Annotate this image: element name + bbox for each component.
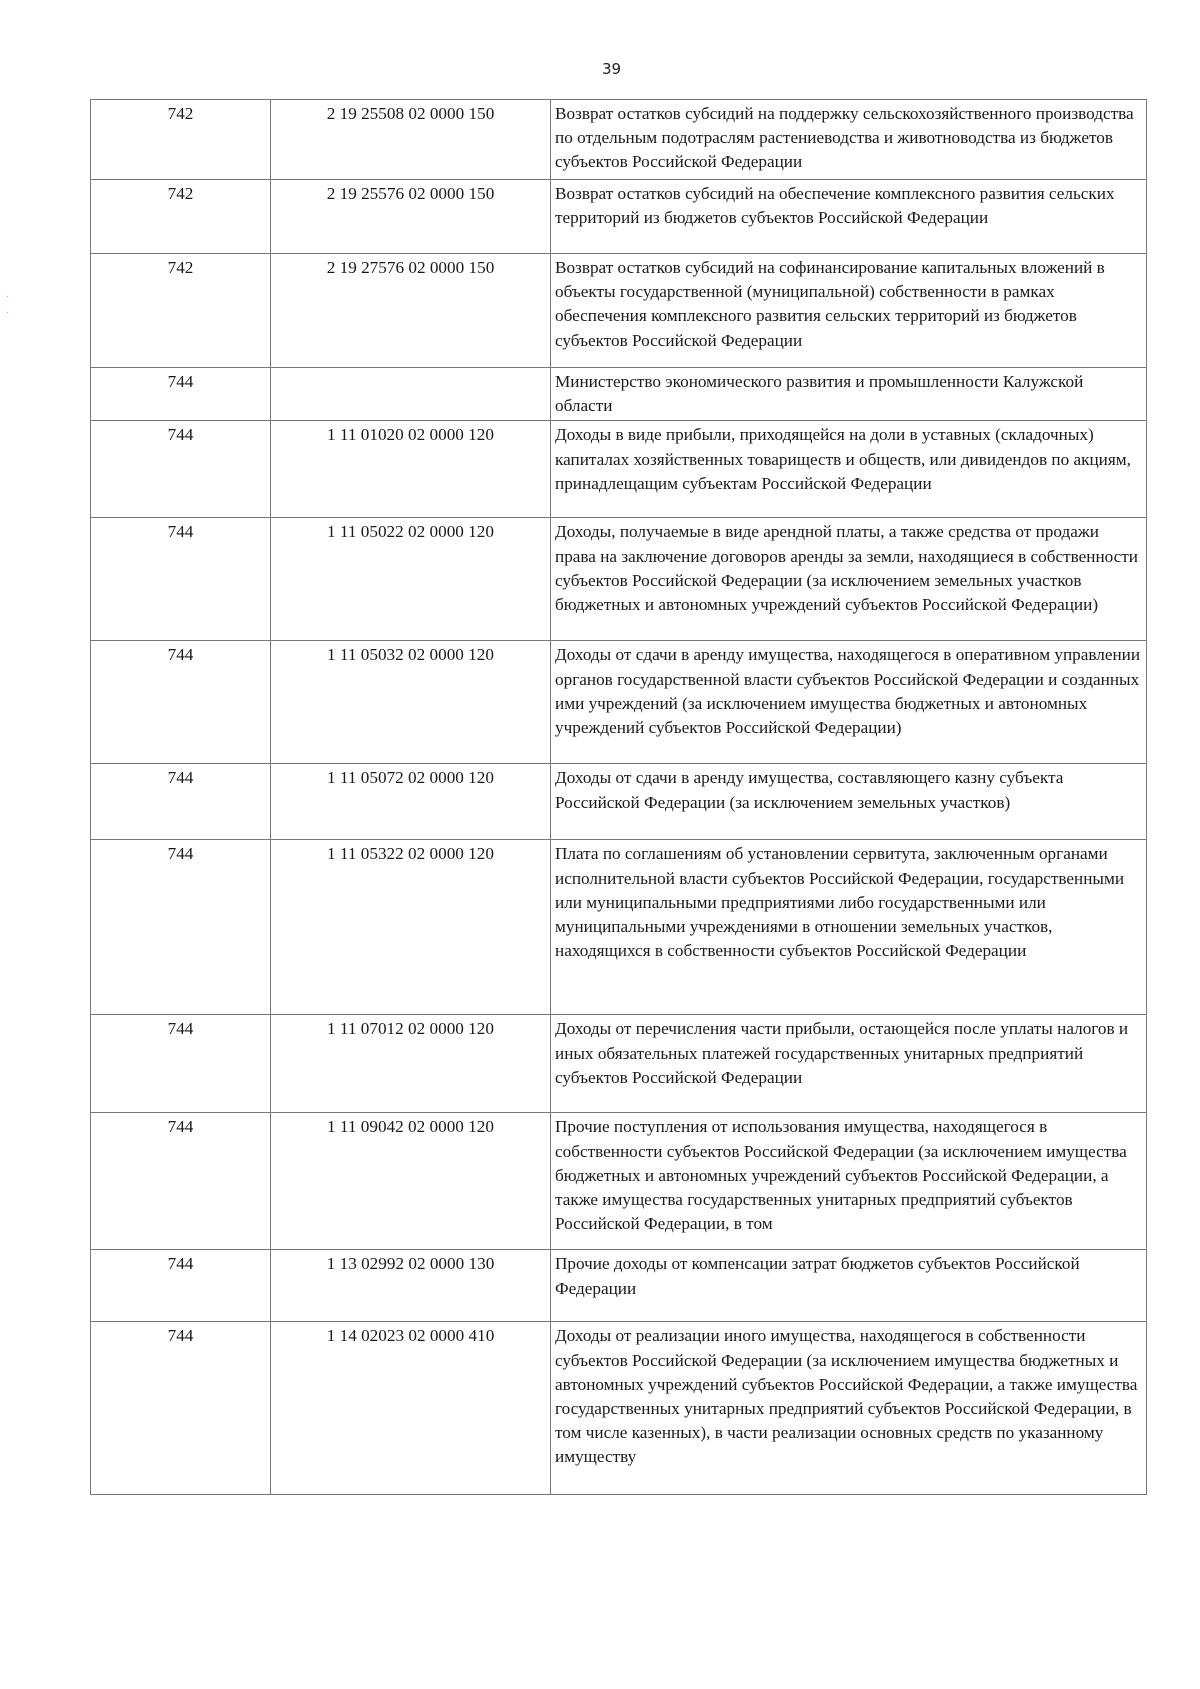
admin-code-cell: 744 (91, 1250, 271, 1322)
income-code-cell: 2 19 25576 02 0000 150 (271, 180, 551, 254)
scan-mark: · (6, 292, 10, 303)
table-row (91, 764, 1147, 840)
income-code-cell: 2 19 27576 02 0000 150 (271, 254, 551, 368)
income-code-cell (271, 368, 551, 421)
description-cell: Доходы от перечисления части прибыли, остающейся после уплаты налогов и иных обязательных платежей государственных унитарных предприятий субъектов Российской Федерации (551, 1015, 1147, 1113)
income-codes-table (90, 99, 1147, 1495)
table-row (91, 1250, 1147, 1322)
table-row (91, 641, 1147, 764)
description-cell: Доходы, получаемые в виде арендной платы, а также средства от продажи права на заключение договоров аренды за земли, находящиеся в собственности субъектов Российской Федерации (за исключением земельных участков бюджетных и автономных учреждений субъектов Российской Федерации) (551, 518, 1147, 641)
description-cell: Прочие поступления от использования имущества, находящегося в собственности субъектов Российской Федерации (за исключением имущества бюджетных и автономных учреждений субъектов Российской Федерации, а также имущества государственных унитарных предприятий субъектов Российской Федерации, в том (551, 1113, 1147, 1250)
table-row (91, 254, 1147, 368)
table-row (91, 1322, 1147, 1495)
admin-code-cell: 744 (91, 840, 271, 1015)
income-code-cell: 1 11 05032 02 0000 120 (271, 641, 551, 764)
description-cell: Возврат остатков субсидий на обеспечение комплексного развития сельских территорий из бюджетов субъектов Российской Федерации (551, 180, 1147, 254)
income-code-cell: 1 11 09042 02 0000 120 (271, 1113, 551, 1250)
income-code-cell: 1 11 05322 02 0000 120 (271, 840, 551, 1015)
description-cell: Доходы от сдачи в аренду имущества, находящегося в оперативном управлении органов государственной власти субъектов Российской Федерации и созданных ими учреждений (за исключением имущества бюджетных и автономных учреждений субъектов Российской Федерации) (551, 641, 1147, 764)
income-code-cell: 2 19 25508 02 0000 150 (271, 100, 551, 180)
scan-margin-marks (6, 290, 9, 322)
admin-code-cell: 744 (91, 421, 271, 518)
income-code-cell: 1 13 02992 02 0000 130 (271, 1250, 551, 1322)
admin-code-cell: 744 (91, 1322, 271, 1495)
admin-code-cell: 744 (91, 1113, 271, 1250)
description-cell: Прочие доходы от компенсации затрат бюджетов субъектов Российской Федерации (551, 1250, 1147, 1322)
admin-code-cell: 744 (91, 518, 271, 641)
table-row (91, 1015, 1147, 1113)
scan-mark: · (6, 308, 10, 319)
description-cell: Доходы от сдачи в аренду имущества, составляющего казну субъекта Российской Федерации (за исключением земельных участков) (551, 764, 1147, 840)
description-cell: Возврат остатков субсидий на поддержку сельскохозяйственного производства по отдельным подотраслям растениеводства и животноводства из бюджетов субъектов Российской Федерации (551, 100, 1147, 180)
table-row (91, 1113, 1147, 1250)
income-code-cell: 1 11 05022 02 0000 120 (271, 518, 551, 641)
table-row (91, 100, 1147, 180)
description-cell: Возврат остатков субсидий на софинансирование капитальных вложений в объекты государственной (муниципальной) собственности в рамках обеспечения комплексного развития сельских территорий из бюджетов субъектов Российской Федерации (551, 254, 1147, 368)
admin-code-cell: 742 (91, 100, 271, 180)
admin-code-cell: 744 (91, 764, 271, 840)
admin-code-cell: 744 (91, 641, 271, 764)
table-row (91, 421, 1147, 518)
page-number: 39 (601, 60, 622, 78)
description-cell: Плата по соглашениям об установлении сервитута, заключенным органами исполнительной власти субъектов Российской Федерации, государственными или муниципальными предприятиями либо государственными или муниципальными учреждениями в отношении земельных участков, находящихся в собственности субъектов Российской Федерации (551, 840, 1147, 1015)
admin-code-cell: 742 (91, 180, 271, 254)
income-code-cell: 1 11 05072 02 0000 120 (271, 764, 551, 840)
description-cell: Доходы в виде прибыли, приходящейся на доли в уставных (складочных) капиталах хозяйственных товариществ и обществ, или дивидендов по акциям, принадлещащим субъектам Российской Федерации (551, 421, 1147, 518)
ministry-heading-cell: Министерство экономического развития и промышленности Калужской области (551, 368, 1147, 421)
income-code-cell: 1 14 02023 02 0000 410 (271, 1322, 551, 1495)
table-row (91, 840, 1147, 1015)
admin-code-cell: 744 (91, 1015, 271, 1113)
admin-code-cell: 744 (91, 368, 271, 421)
table-row (91, 518, 1147, 641)
table-row (91, 180, 1147, 254)
admin-code-cell: 742 (91, 254, 271, 368)
table-row (91, 368, 1147, 421)
income-code-cell: 1 11 07012 02 0000 120 (271, 1015, 551, 1113)
income-code-cell: 1 11 01020 02 0000 120 (271, 421, 551, 518)
description-cell: Доходы от реализации иного имущества, находящегося в собственности субъектов Российской Федерации (за исключением имущества бюджетных и автономных учреждений субъектов Российской Федерации, а также имущества государственных унитарных предприятий субъектов Российской Федерации, в том числе казенных), в части реализации основных средств по указанному имуществу (551, 1322, 1147, 1495)
